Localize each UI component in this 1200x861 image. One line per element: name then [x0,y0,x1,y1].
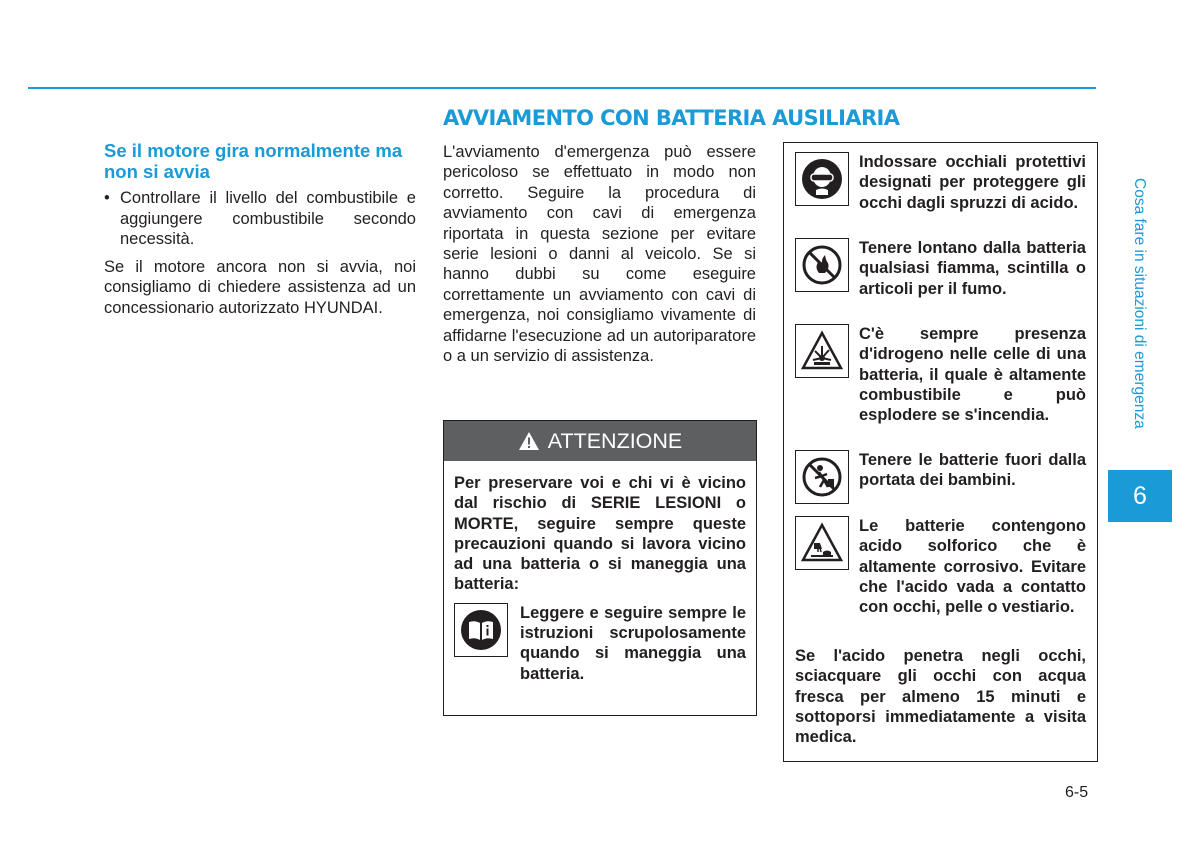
left-column [104,140,416,318]
chapter-title: Cosa fare in situazioni di emergenza [1131,178,1148,429]
page-number: 6-5 [1065,784,1089,801]
section-title: AVVIAMENTO CON BATTERIA AUSILIARIA [443,106,900,130]
corrosive-acid-icon [795,516,849,570]
safety-item-acid [795,516,1086,617]
middle-paragraph: L'avviamento d'emergenza può essere pericoloso se effettuato in modo non corretto. Seguire la procedura di avviamento con cavi di emergenza riportata in questa sezione per evitare serie lesioni o danni al veicolo. Se si hanno dubbi su come eseguire correttamente un avviamento con cavi di emergenza, noi consigliamo vivamente di affidarne l'esecuzione ad un autoriparatore o a un servizio di assistenza. [443,143,756,366]
bullet-text: Controllare il livello del combustibile e aggiungere combustibile secondo necessità. [120,189,416,248]
safety-text-acid: Le batterie contengono acido solforico che è altamente corrosivo. Evitare che l'acido vada a contatto con occhi, pelle o vestiario. [859,517,1086,617]
top-divider [28,87,1096,89]
safety-text-flame: Tenere lontano dalla batteria qualsiasi fiamma, scintilla o articoli per il fumo. [859,239,1086,298]
safety-item-explosion [795,324,1086,425]
safety-goggles-icon [795,152,849,206]
explosion-hazard-icon [795,324,849,378]
warning-title: ATTENZIONE [547,428,683,453]
bullet-symbol: • [104,189,110,207]
warning-box [443,420,757,716]
warning-triangle-icon [518,431,540,451]
no-flame-icon [795,238,849,292]
manual-book-icon [454,603,508,657]
warning-item [454,603,746,684]
warning-item-text: Leggere e seguire sempre le istruzioni scrupolosamente quando si maneggia una batteria. [520,603,746,683]
safety-box [783,142,1098,762]
safety-item-flame [795,238,1086,299]
safety-text-children: Tenere le batterie fuori dalla portata dei bambini. [859,451,1086,490]
keep-children-away-icon [795,450,849,504]
left-paragraph: Se il motore ancora non si avvia, noi consigliamo di chiedere assistenza ad un concessionario autorizzato HYUNDAI. [104,257,416,317]
chapter-tab: 6 [1108,470,1172,522]
safety-text-goggles: Indossare occhiali protettivi designati per proteggere gli occhi dagli spruzzi di acido. [859,153,1086,212]
safety-item-goggles [795,152,1086,213]
safety-text-explosion: C'è sempre presenza d'idrogeno nelle celle di una batteria, il quale è altamente combustibile e può esplodere se s'incendia. [859,325,1086,425]
warning-intro: Per preservare voi e chi vi è vicino dal rischio di SERIE LESIONI o MORTE, seguire sempre queste precauzioni quando si lavora vicino ad una batteria o si maneggia una batteria: [454,474,746,594]
bullet-item [104,188,416,250]
left-heading: Se il motore gira normalmente ma non si avvia [104,140,403,182]
safety-item-children [795,450,1086,504]
safety-final-paragraph: Se l'acido penetra negli occhi, sciacquare gli occhi con acqua fresca per almeno 15 minuti e sottoporsi immediatamente a visita medica. [795,647,1086,747]
warning-header [444,421,756,461]
